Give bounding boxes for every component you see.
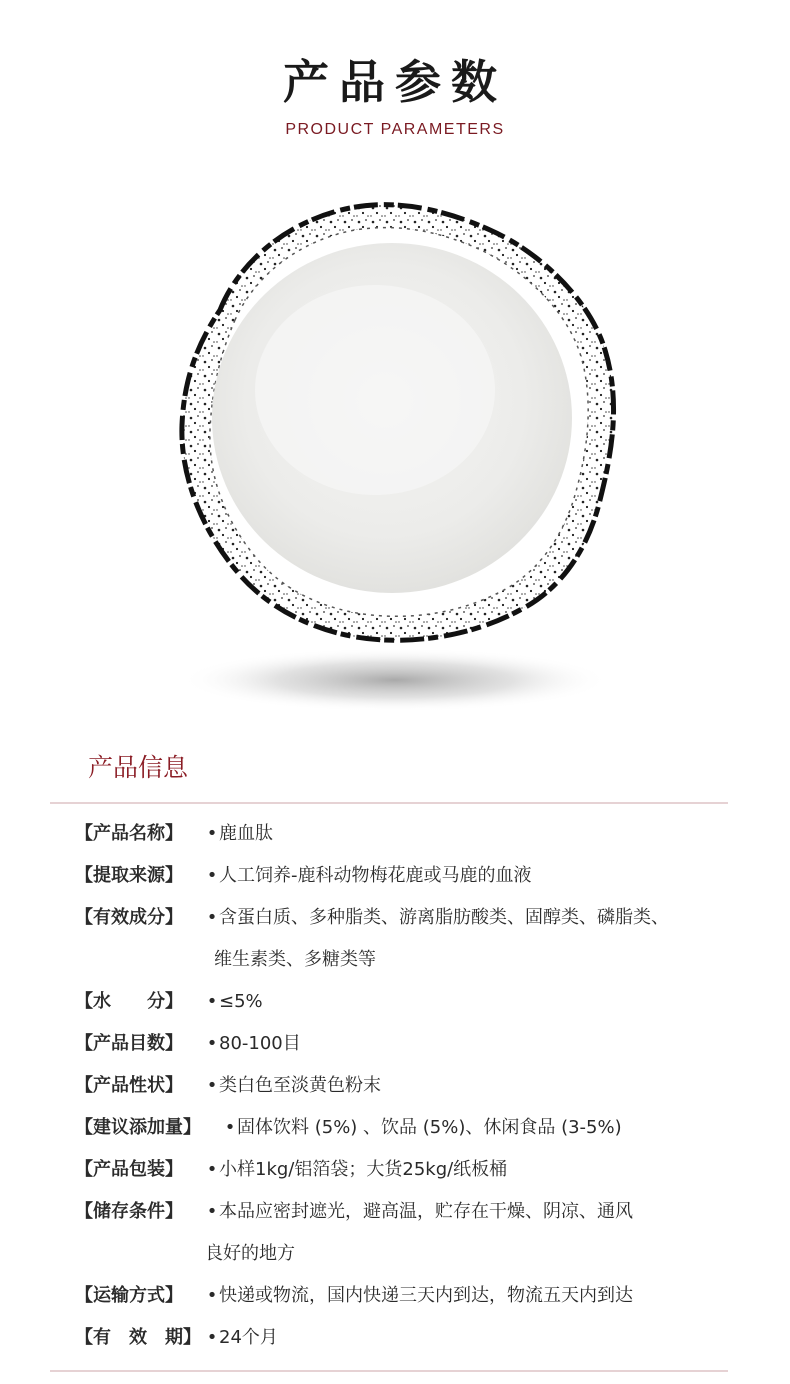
spec-label: 【产品包装】 bbox=[75, 1159, 183, 1180]
spec-value-continuation: 良好的地方 bbox=[205, 1243, 295, 1264]
spec-row-moisture bbox=[75, 981, 735, 1023]
spec-value: 80-100目 bbox=[219, 1033, 301, 1054]
spec-row-shipping bbox=[75, 1275, 735, 1317]
page-title: 产品参数 bbox=[283, 55, 507, 109]
spec-value: 24个月 bbox=[219, 1327, 278, 1348]
spec-label: 【产品性状】 bbox=[75, 1075, 183, 1096]
spec-row-ingredients bbox=[75, 897, 735, 939]
bullet: • bbox=[206, 1201, 218, 1222]
section-divider-bottom bbox=[50, 1370, 728, 1372]
bullet: • bbox=[206, 991, 218, 1012]
plate-shadow bbox=[180, 648, 610, 712]
bullet: • bbox=[206, 865, 218, 886]
spec-label: 【有 效 期】 bbox=[75, 1327, 201, 1348]
spec-value: 类白色至淡黄色粉末 bbox=[219, 1075, 381, 1096]
spec-label: 【有效成分】 bbox=[75, 907, 183, 928]
bullet: • bbox=[206, 1033, 218, 1054]
bullet: • bbox=[206, 823, 218, 844]
spec-label: 【建议添加量】 bbox=[75, 1117, 201, 1138]
spec-label: 【运输方式】 bbox=[75, 1285, 183, 1306]
spec-value: 本品应密封遮光，避高温，贮存在干燥、阴凉、通风 bbox=[219, 1201, 633, 1222]
spec-row-appearance bbox=[75, 1065, 735, 1107]
spec-label: 【提取来源】 bbox=[75, 865, 183, 886]
spec-value: 固体饮料 (5%) 、饮品 (5%)、休闲食品 (3-5%) bbox=[237, 1117, 622, 1138]
spec-row-dosage bbox=[75, 1107, 735, 1149]
spec-value: 含蛋白质、多种脂类、游离脂肪酸类、固醇类、磷脂类、 bbox=[219, 907, 669, 928]
bullet: • bbox=[224, 1117, 236, 1138]
spec-value-continuation: 维生素类、多糖类等 bbox=[214, 949, 376, 970]
spec-value: ≤5% bbox=[219, 991, 263, 1012]
spec-label: 【水 分】 bbox=[75, 991, 183, 1012]
bullet: • bbox=[206, 1159, 218, 1180]
spec-label: 【储存条件】 bbox=[75, 1201, 183, 1222]
powder-highlight bbox=[255, 285, 495, 495]
spec-row-source bbox=[75, 855, 735, 897]
spec-row-packaging bbox=[75, 1149, 735, 1191]
spec-value: 小样1kg/铝箔袋；大货25kg/纸板桶 bbox=[219, 1159, 508, 1180]
section-title-product-info: 产品信息 bbox=[88, 753, 189, 782]
product-powder-image bbox=[160, 190, 630, 720]
bullet: • bbox=[206, 1327, 218, 1348]
spec-label: 【产品目数】 bbox=[75, 1033, 183, 1054]
page-subtitle: PRODUCT PARAMETERS bbox=[285, 121, 505, 138]
section-divider-top bbox=[50, 802, 728, 804]
spec-row-shelf-life bbox=[75, 1317, 735, 1359]
spec-value: 鹿血肽 bbox=[219, 823, 273, 844]
spec-row-product-name bbox=[75, 813, 735, 855]
spec-label: 【产品名称】 bbox=[75, 823, 183, 844]
powder-plate-illustration bbox=[160, 190, 630, 720]
spec-value: 快递或物流，国内快递三天内到达，物流五天内到达 bbox=[219, 1285, 633, 1306]
bullet: • bbox=[206, 1285, 218, 1306]
spec-row-mesh bbox=[75, 1023, 735, 1065]
bullet: • bbox=[206, 907, 218, 928]
spec-row-storage bbox=[75, 1191, 735, 1233]
bullet: • bbox=[206, 1075, 218, 1096]
spec-value: 人工饲养-鹿科动物梅花鹿或马鹿的血液 bbox=[219, 865, 532, 886]
